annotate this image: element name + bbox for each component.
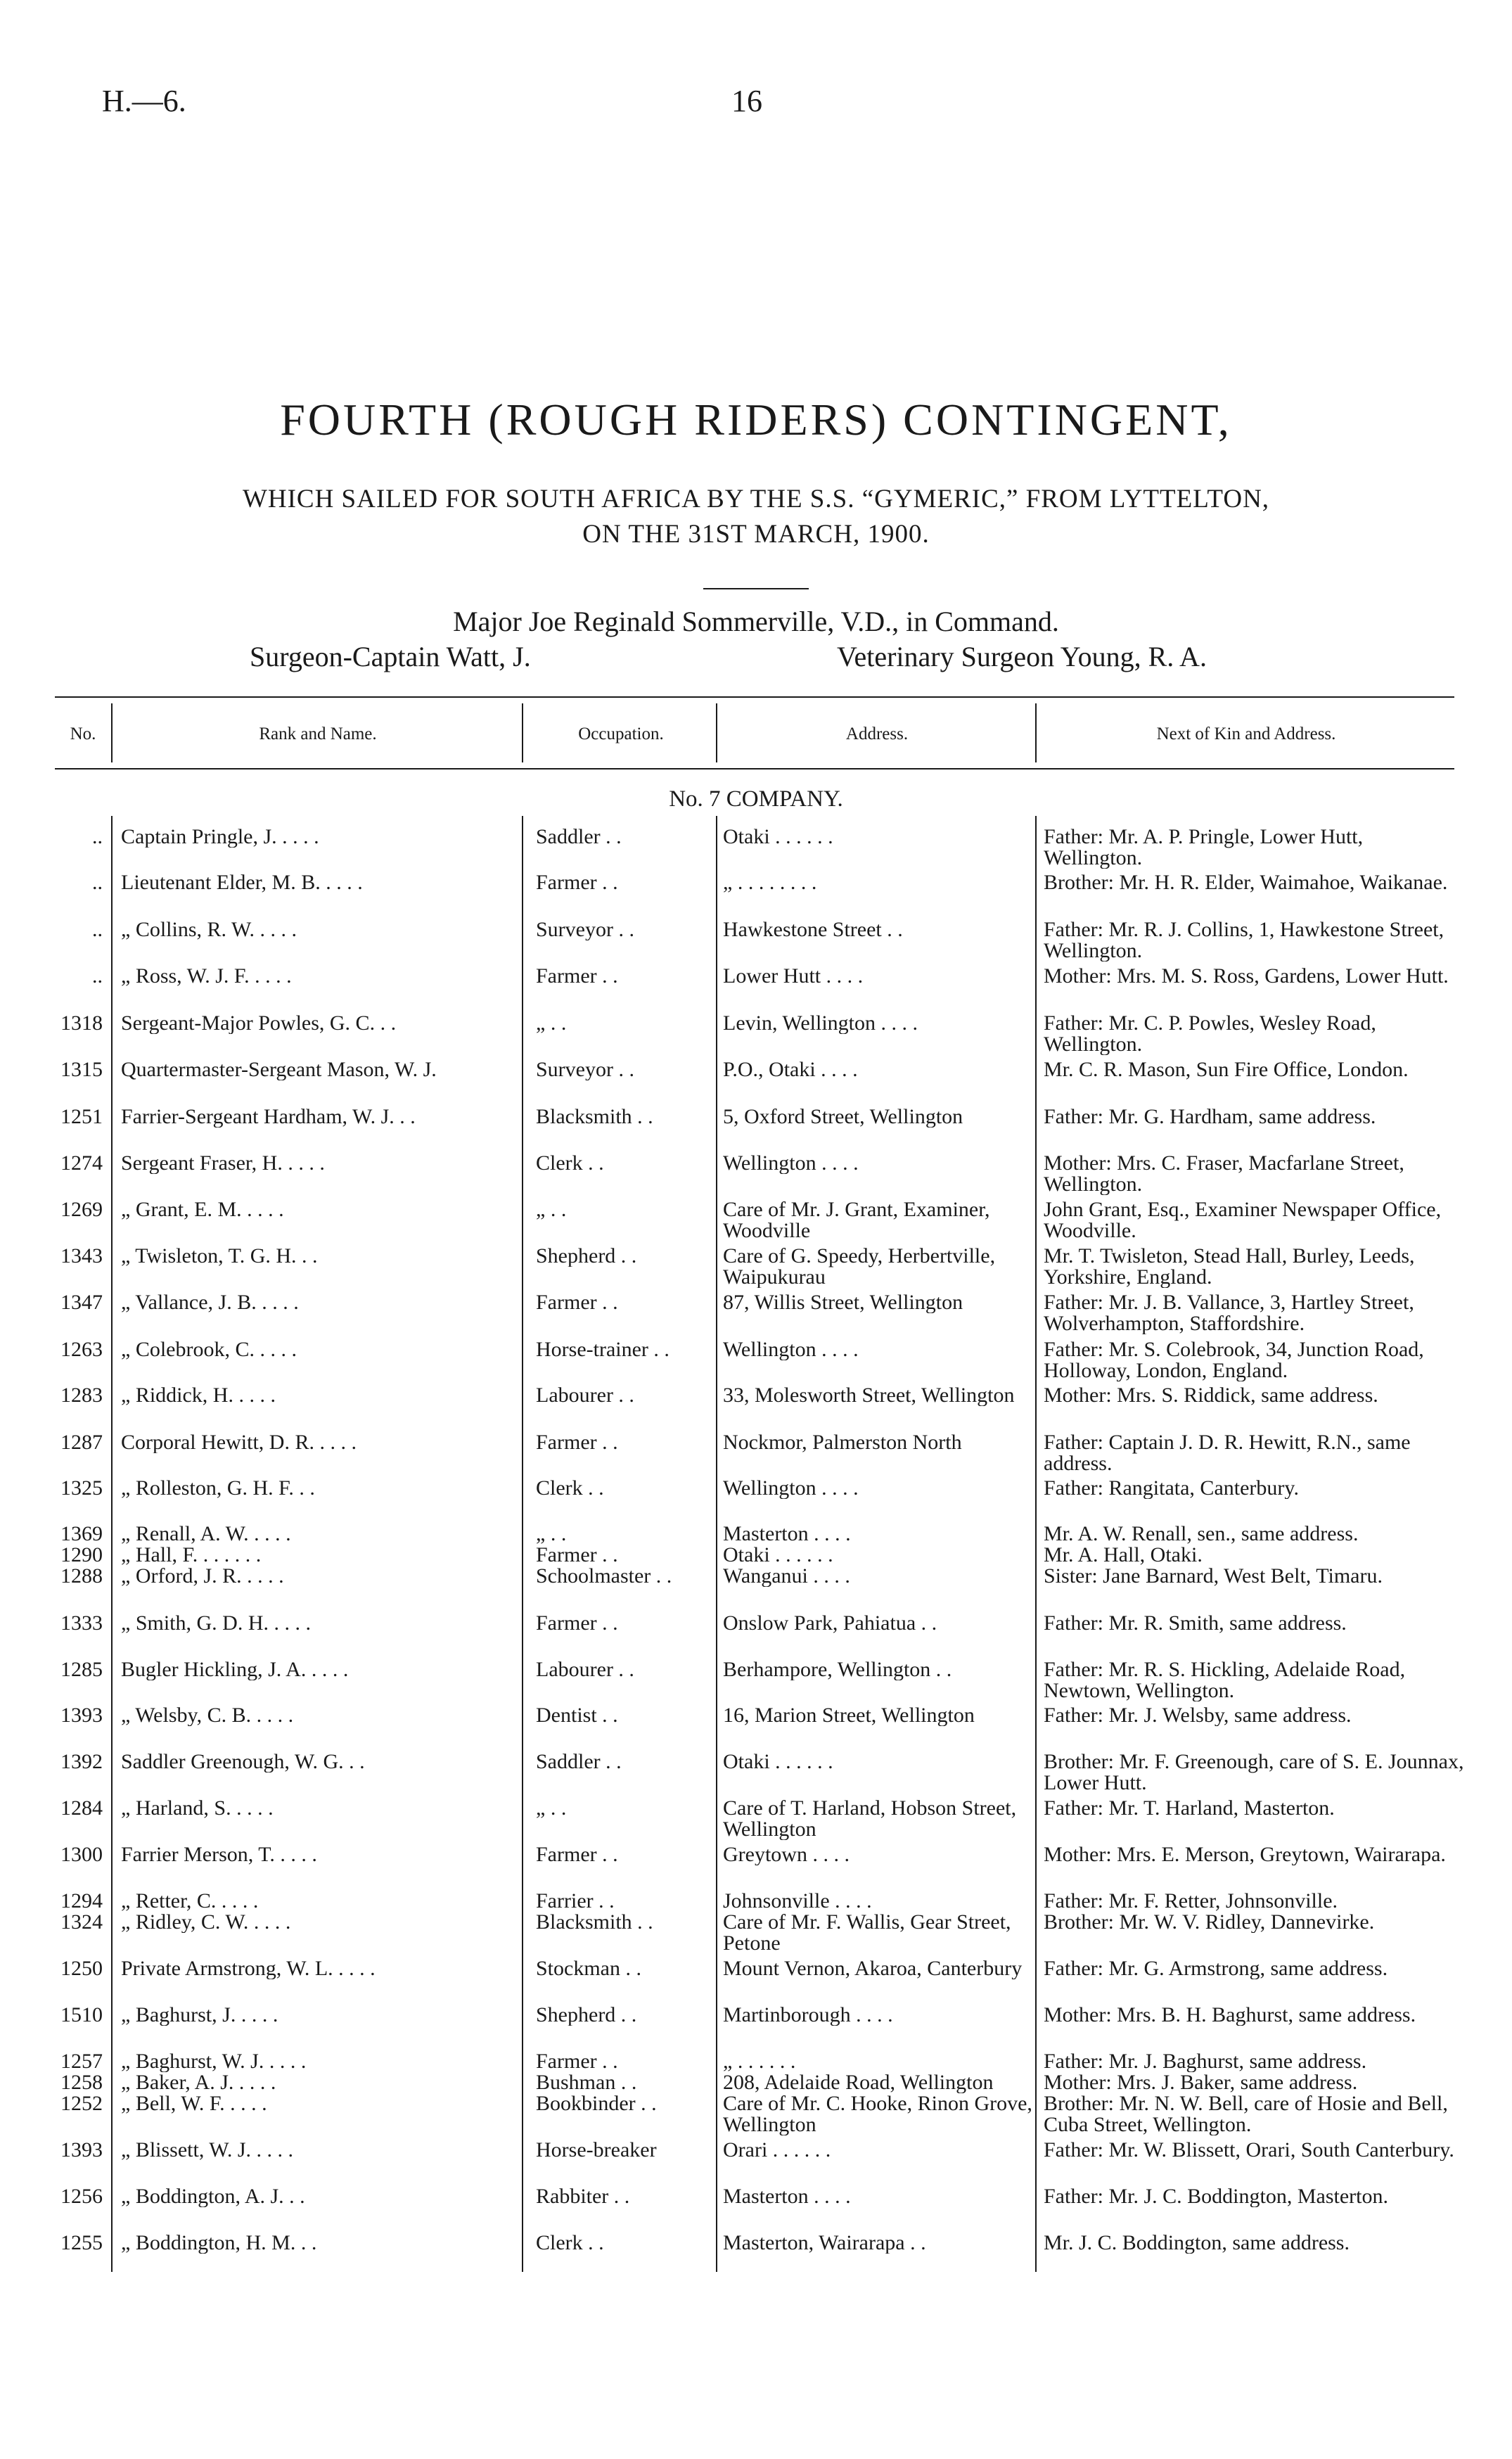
table-row [0, 1613, 1512, 1662]
rank-and-name: Quartermaster-Sergeant Mason, W. J. [121, 1059, 437, 1080]
column-header-next-of-kin: Next of Kin and Address. [1156, 724, 1336, 743]
row-number: .. [92, 826, 103, 848]
occupation: Farmer . . [536, 966, 618, 987]
occupation: Farmer . . [536, 1545, 618, 1566]
rank-and-name: „ Boddington, A. J. . . [121, 2186, 305, 2207]
report-code: H.—6. [102, 84, 186, 118]
address: „ . . . . . . . . [723, 872, 817, 893]
occupation: Farmer . . [536, 872, 618, 893]
occupation: Blacksmith . . [536, 1912, 653, 1933]
occupation: Horse-trainer . . [536, 1339, 669, 1360]
next-of-kin: Father: Mr. W. Blissett, Orari, South Canterbury. [1044, 2140, 1454, 2161]
next-of-kin: John Grant, Esq., Examiner Newspaper Office, Woodville. [1044, 1199, 1442, 1241]
occupation: Farmer . . [536, 1432, 618, 1453]
next-of-kin: Father: Mr. C. P. Powles, Wesley Road, Wellington. [1044, 1013, 1376, 1055]
column-divider [716, 703, 717, 762]
rank-and-name: „ Ross, W. J. F. . . . . [121, 966, 292, 987]
address: Care of T. Harland, Hobson Street, Wellington [723, 1798, 1017, 1840]
rank-and-name: „ Harland, S. . . . . [121, 1798, 274, 1819]
next-of-kin: Mother: Mrs. C. Fraser, Macfarlane Street, Wellington. [1044, 1153, 1404, 1195]
occupation: Schoolmaster . . [536, 1566, 672, 1587]
address: 208, Adelaide Road, Wellington [723, 2072, 994, 2093]
table-top-rule [55, 696, 1454, 698]
table-row [0, 1478, 1512, 1527]
address: Lower Hutt . . . . [723, 966, 864, 987]
next-of-kin: Mr. T. Twisleton, Stead Hall, Burley, Leeds, Yorkshire, England. [1044, 1246, 1415, 1288]
address: „ . . . . . . [723, 2051, 796, 2072]
occupation: „ . . [536, 1524, 567, 1545]
column-header-rank-name: Rank and Name. [259, 724, 377, 743]
row-number: 1392 [60, 1751, 103, 1773]
row-number: 1369 [60, 1524, 103, 1545]
next-of-kin: Brother: Mr. F. Greenough, care of S. E. Jounnax, Lower Hutt. [1044, 1751, 1464, 1794]
row-number: .. [92, 966, 103, 987]
next-of-kin: Father: Mr. G. Hardham, same address. [1044, 1106, 1376, 1128]
address: Levin, Wellington . . . . [723, 1013, 918, 1034]
address: Wellington . . . . [723, 1153, 859, 1174]
table-row [0, 1705, 1512, 1754]
next-of-kin: Mr. A. Hall, Otaki. [1044, 1545, 1203, 1566]
next-of-kin: Father: Mr. G. Armstrong, same address. [1044, 1958, 1388, 1979]
table-row [0, 1059, 1512, 1109]
row-number: 1251 [60, 1106, 103, 1128]
surgeon-line: Surgeon-Captain Watt, J. [250, 641, 531, 672]
next-of-kin: Father: Captain J. D. R. Hewitt, R.N., same address. [1044, 1432, 1411, 1474]
rank-and-name: „ Baker, A. J. . . . . [121, 2072, 276, 2093]
rank-and-name: „ Ridley, C. W. . . . . [121, 1912, 291, 1933]
rank-and-name: „ Orford, J. R. . . . . [121, 1566, 284, 1587]
table-row [0, 966, 1512, 1015]
row-number: 1258 [60, 2072, 103, 2093]
rank-and-name: „ Twisleton, T. G. H. . . [121, 1246, 318, 1267]
next-of-kin: Father: Mr. J. Baghurst, same address. [1044, 2051, 1367, 2072]
occupation: Stockman . . [536, 1958, 641, 1979]
next-of-kin: Mother: Mrs. M. S. Ross, Gardens, Lower Hutt. [1044, 966, 1449, 987]
table-row [0, 1199, 1512, 1248]
occupation: Labourer . . [536, 1659, 634, 1680]
column-divider [1035, 703, 1037, 762]
row-number: 1285 [60, 1659, 103, 1680]
table-row [0, 1912, 1512, 1961]
column-divider [522, 703, 523, 762]
rank-and-name: „ Baghurst, W. J. . . . . [121, 2051, 307, 2072]
next-of-kin: Brother: Mr. N. W. Bell, care of Hosie and Bell, Cuba Street, Wellington. [1044, 2093, 1448, 2135]
address: 87, Willis Street, Wellington [723, 1292, 963, 1313]
next-of-kin: Mother: Mrs. J. Baker, same address. [1044, 2072, 1358, 2093]
table-row [0, 1385, 1512, 1434]
occupation: Dentist . . [536, 1705, 618, 1726]
table-row [0, 2005, 1512, 2054]
address: Martinborough . . . . [723, 2005, 893, 2026]
occupation: Farmer . . [536, 2051, 618, 2072]
occupation: Farmer . . [536, 1292, 618, 1313]
address: Mount Vernon, Akaroa, Canterbury [723, 1958, 1023, 1979]
column-header-occupation: Occupation. [578, 724, 664, 743]
rank-and-name: Corporal Hewitt, D. R. . . . . [121, 1432, 357, 1453]
occupation: Shepherd . . [536, 2005, 637, 2026]
address: Care of G. Speedy, Herbertville, Waipukurau [723, 1246, 996, 1288]
row-number: 1257 [60, 2051, 103, 2072]
next-of-kin: Father: Mr. F. Retter, Johnsonville. [1044, 1891, 1338, 1912]
address: Masterton, Wairarapa . . [723, 2233, 926, 2254]
subtitle-line-2: ON THE 31ST MARCH, 1900. [582, 520, 930, 549]
table-row [0, 1958, 1512, 2007]
address: Onslow Park, Pahiatua . . [723, 1613, 937, 1634]
rank-and-name: „ Hall, F. . . . . . . [121, 1545, 262, 1566]
page-number: 16 [731, 84, 762, 118]
occupation: „ . . [536, 1013, 567, 1034]
rank-and-name: Captain Pringle, J. . . . . [121, 826, 319, 848]
occupation: Saddler . . [536, 826, 622, 848]
occupation: Clerk . . [536, 1478, 604, 1499]
table-row [0, 1751, 1512, 1801]
next-of-kin: Brother: Mr. W. V. Ridley, Dannevirke. [1044, 1912, 1375, 1933]
table-row [0, 1339, 1512, 1388]
row-number: 1333 [60, 1613, 103, 1634]
row-number: 1255 [60, 2233, 103, 2254]
row-number: 1510 [60, 2005, 103, 2026]
address: Berhampore, Wellington . . [723, 1659, 952, 1680]
rank-and-name: „ Baghurst, J. . . . . [121, 2005, 278, 2026]
row-number: 1284 [60, 1798, 103, 1819]
address: 33, Molesworth Street, Wellington [723, 1385, 1015, 1406]
address: Wellington . . . . [723, 1339, 859, 1360]
address: Nockmor, Palmerston North [723, 1432, 962, 1453]
rank-and-name: „ Bell, W. F. . . . . [121, 2093, 267, 2114]
next-of-kin: Brother: Mr. H. R. Elder, Waimahoe, Waikanae. [1044, 872, 1448, 893]
row-number: 1274 [60, 1153, 103, 1174]
row-number: 1324 [60, 1912, 103, 1933]
rank-and-name: „ Grant, E. M. . . . . [121, 1199, 284, 1220]
row-number: 1343 [60, 1246, 103, 1267]
address: Wellington . . . . [723, 1478, 859, 1499]
address: Care of Mr. J. Grant, Examiner, Woodville [723, 1199, 990, 1241]
occupation: Farrier . . [536, 1891, 615, 1912]
occupation: „ . . [536, 1798, 567, 1819]
row-number: 1252 [60, 2093, 103, 2114]
table-header-rule [55, 768, 1454, 769]
row-number: .. [92, 872, 103, 893]
rank-and-name: Farrier Merson, T. . . . . [121, 1844, 317, 1865]
row-number: 1290 [60, 1545, 103, 1566]
rank-and-name: „ Blissett, W. J. . . . . [121, 2140, 294, 2161]
next-of-kin: Sister: Jane Barnard, West Belt, Timaru. [1044, 1566, 1383, 1587]
address: 16, Marion Street, Wellington [723, 1705, 975, 1726]
table-row [0, 1844, 1512, 1893]
table-row [0, 1013, 1512, 1062]
table-row [0, 2233, 1512, 2282]
title-divider [703, 588, 809, 589]
next-of-kin: Father: Mr. A. P. Pringle, Lower Hutt, Wellington. [1044, 826, 1364, 869]
address: Care of Mr. C. Hooke, Rinon Grove, Wellington [723, 2093, 1032, 2135]
page-title: FOURTH (ROUGH RIDERS) CONTINGENT, [280, 395, 1232, 445]
occupation: Surveyor . . [536, 919, 634, 940]
row-number: 1347 [60, 1292, 103, 1313]
rank-and-name: „ Smith, G. D. H. . . . . [121, 1613, 311, 1634]
row-number: 1263 [60, 1339, 103, 1360]
address: Masterton . . . . [723, 2186, 851, 2207]
table-row [0, 919, 1512, 969]
table-row [0, 1659, 1512, 1708]
row-number: 1269 [60, 1199, 103, 1220]
address: 5, Oxford Street, Wellington [723, 1106, 963, 1128]
rank-and-name: „ Boddington, H. M. . . [121, 2233, 317, 2254]
occupation: Labourer . . [536, 1385, 634, 1406]
next-of-kin: Father: Mr. R. S. Hickling, Adelaide Road, Newtown, Wellington. [1044, 1659, 1406, 1701]
column-header-no: No. [70, 724, 96, 743]
row-number: 1287 [60, 1432, 103, 1453]
table-row [0, 826, 1512, 876]
next-of-kin: Mother: Mrs. S. Riddick, same address. [1044, 1385, 1378, 1406]
rank-and-name: Lieutenant Elder, M. B. . . . . [121, 872, 363, 893]
occupation: Saddler . . [536, 1751, 622, 1773]
address: Johnsonville . . . . [723, 1891, 872, 1912]
rank-and-name: Sergeant Fraser, H. . . . . [121, 1153, 325, 1174]
rank-and-name: „ Collins, R. W. . . . . [121, 919, 297, 940]
next-of-kin: Mr. J. C. Boddington, same address. [1044, 2233, 1350, 2254]
table-row [0, 1292, 1512, 1341]
rank-and-name: Private Armstrong, W. L. . . . . [121, 1958, 376, 1979]
row-number: 1256 [60, 2186, 103, 2207]
address: Otaki . . . . . . [723, 1545, 833, 1566]
table-row [0, 1153, 1512, 1202]
rank-and-name: „ Colebrook, C. . . . . [121, 1339, 297, 1360]
row-number: 1250 [60, 1958, 103, 1979]
next-of-kin: Father: Mr. J. B. Vallance, 3, Hartley Street, Wolverhampton, Staffordshire. [1044, 1292, 1414, 1334]
row-number: .. [92, 919, 103, 940]
table-row [0, 2093, 1512, 2142]
address: Masterton . . . . [723, 1524, 851, 1545]
address: Otaki . . . . . . [723, 1751, 833, 1773]
occupation: Bushman . . [536, 2072, 637, 2093]
rank-and-name: Bugler Hickling, J. A. . . . . [121, 1659, 349, 1680]
company-heading: No. 7 COMPANY. [669, 786, 843, 812]
address: Hawkestone Street . . [723, 919, 903, 940]
occupation: Farmer . . [536, 1844, 618, 1865]
next-of-kin: Father: Mr. J. Welsby, same address. [1044, 1705, 1352, 1726]
rank-and-name: „ Welsby, C. B. . . . . [121, 1705, 294, 1726]
table-row [0, 2140, 1512, 2189]
address: Care of Mr. F. Wallis, Gear Street, Petone [723, 1912, 1011, 1954]
next-of-kin: Mr. A. W. Renall, sen., same address. [1044, 1524, 1359, 1545]
table-row [0, 1798, 1512, 1847]
row-number: 1325 [60, 1478, 103, 1499]
table-row [0, 1432, 1512, 1481]
subtitle-line-1: WHICH SAILED FOR SOUTH AFRICA BY THE S.S. “GYMERIC,” FROM LYTTELTON, [242, 485, 1270, 513]
next-of-kin: Father: Mr. J. C. Boddington, Masterton. [1044, 2186, 1388, 2207]
next-of-kin: Mr. C. R. Mason, Sun Fire Office, London. [1044, 1059, 1409, 1080]
address: Greytown . . . . [723, 1844, 850, 1865]
table-row [0, 1246, 1512, 1295]
rank-and-name: „ Renall, A. W. . . . . [121, 1524, 291, 1545]
address: Otaki . . . . . . [723, 826, 833, 848]
column-divider [111, 703, 113, 762]
next-of-kin: Mother: Mrs. B. H. Baghurst, same address. [1044, 2005, 1416, 2026]
occupation: Farmer . . [536, 1613, 618, 1634]
veterinary-line: Veterinary Surgeon Young, R. A. [837, 641, 1207, 672]
occupation: Clerk . . [536, 2233, 604, 2254]
row-number: 1300 [60, 1844, 103, 1865]
address: P.O., Otaki . . . . [723, 1059, 858, 1080]
rank-and-name: „ Retter, C. . . . . [121, 1891, 259, 1912]
row-number: 1393 [60, 1705, 103, 1726]
address: Orari . . . . . . [723, 2140, 831, 2161]
next-of-kin: Mother: Mrs. E. Merson, Greytown, Wairarapa. [1044, 1844, 1446, 1865]
occupation: Surveyor . . [536, 1059, 634, 1080]
command-line: Major Joe Reginald Sommerville, V.D., in Command. [453, 606, 1059, 637]
occupation: Rabbiter . . [536, 2186, 630, 2207]
next-of-kin: Father: Mr. T. Harland, Masterton. [1044, 1798, 1335, 1819]
row-number: 1318 [60, 1013, 103, 1034]
rank-and-name: Saddler Greenough, W. G. . . [121, 1751, 365, 1773]
next-of-kin: Father: Rangitata, Canterbury. [1044, 1478, 1299, 1499]
address: Wanganui . . . . [723, 1566, 850, 1587]
row-number: 1288 [60, 1566, 103, 1587]
rank-and-name: „ Riddick, H. . . . . [121, 1385, 276, 1406]
next-of-kin: Father: Mr. R. Smith, same address. [1044, 1613, 1347, 1634]
next-of-kin: Father: Mr. S. Colebrook, 34, Junction Road, Holloway, London, England. [1044, 1339, 1424, 1381]
occupation: Blacksmith . . [536, 1106, 653, 1128]
occupation: Bookbinder . . [536, 2093, 657, 2114]
occupation: Clerk . . [536, 1153, 604, 1174]
rank-and-name: Farrier-Sergeant Hardham, W. J. . . [121, 1106, 416, 1128]
rank-and-name: Sergeant-Major Powles, G. C. . . [121, 1013, 397, 1034]
row-number: 1294 [60, 1891, 103, 1912]
column-header-address: Address. [845, 724, 909, 743]
row-number: 1393 [60, 2140, 103, 2161]
row-number: 1315 [60, 1059, 103, 1080]
table-row [0, 2186, 1512, 2235]
occupation: Horse-breaker [536, 2140, 657, 2161]
rank-and-name: „ Rolleston, G. H. F. . . [121, 1478, 315, 1499]
table-row [0, 1106, 1512, 1156]
rank-and-name: „ Vallance, J. B. . . . . [121, 1292, 299, 1313]
next-of-kin: Father: Mr. R. J. Collins, 1, Hawkestone Street, Wellington. [1044, 919, 1444, 962]
table-row [0, 872, 1512, 921]
table-row [0, 1566, 1512, 1615]
occupation: Shepherd . . [536, 1246, 637, 1267]
occupation: „ . . [536, 1199, 567, 1220]
row-number: 1283 [60, 1385, 103, 1406]
